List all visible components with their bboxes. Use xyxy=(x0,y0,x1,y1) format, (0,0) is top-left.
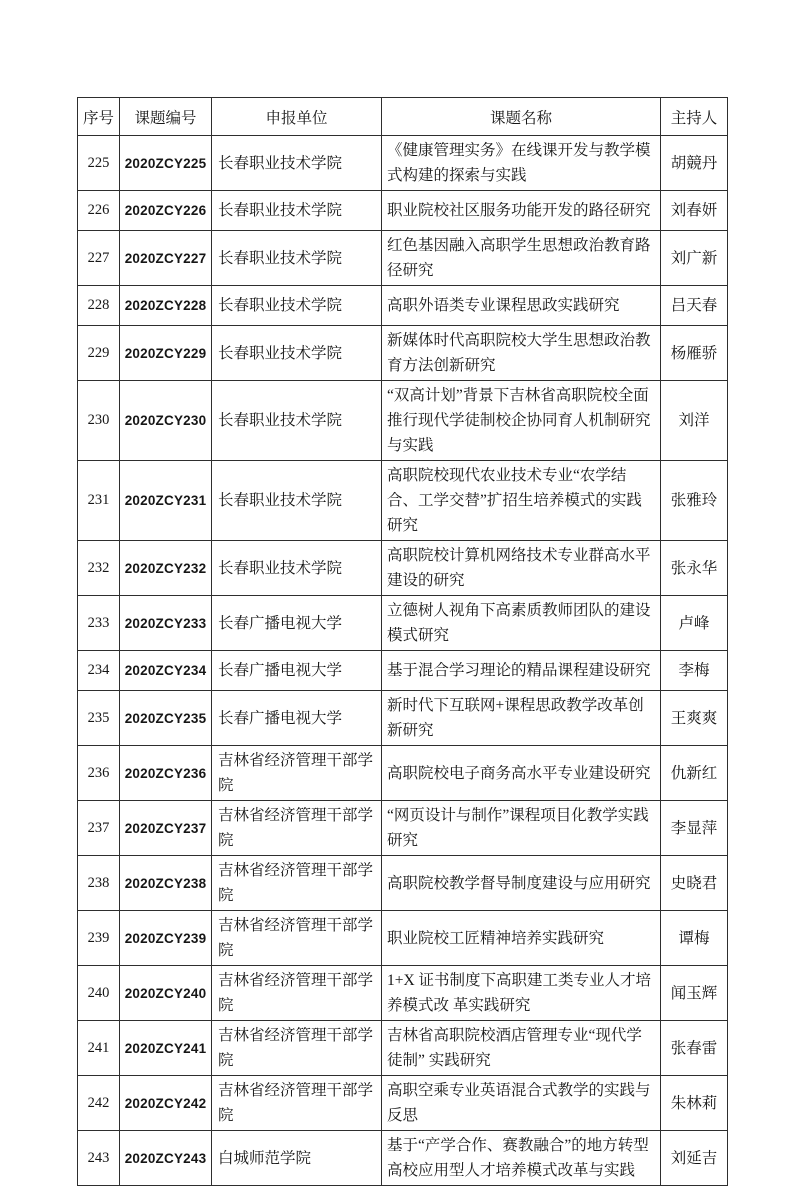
table-row xyxy=(78,191,728,231)
cell-title: 《健康管理实务》在线课开发与教学模式构建的探索与实践 xyxy=(382,136,661,191)
cell-no: 237 xyxy=(78,801,120,856)
column-header-org: 申报单位 xyxy=(212,98,382,136)
cell-leader: 闻玉辉 xyxy=(661,966,728,1021)
cell-no: 228 xyxy=(78,286,120,326)
cell-no: 236 xyxy=(78,746,120,801)
cell-leader: 杨雁骄 xyxy=(661,326,728,381)
cell-title: 红色基因融入高职学生思想政治教育路径研究 xyxy=(382,231,661,286)
cell-no: 243 xyxy=(78,1131,120,1186)
table-row xyxy=(78,461,728,541)
cell-title: 高职院校电子商务高水平专业建设研究 xyxy=(382,746,661,801)
cell-no: 229 xyxy=(78,326,120,381)
table-row xyxy=(78,381,728,461)
cell-code: 2020ZCY225 xyxy=(120,136,212,191)
header-row xyxy=(78,98,728,136)
cell-org: 吉林省经济管理干部学院 xyxy=(212,911,382,966)
table-row xyxy=(78,911,728,966)
cell-code: 2020ZCY226 xyxy=(120,191,212,231)
column-header-leader: 主持人 xyxy=(661,98,728,136)
cell-leader: 刘洋 xyxy=(661,381,728,461)
cell-code: 2020ZCY235 xyxy=(120,691,212,746)
cell-no: 233 xyxy=(78,596,120,651)
cell-title: 基于混合学习理论的精品课程建设研究 xyxy=(382,651,661,691)
cell-title: “网页设计与制作”课程项目化教学实践研究 xyxy=(382,801,661,856)
cell-leader: 张春雷 xyxy=(661,1021,728,1076)
project-list-table xyxy=(77,97,728,1186)
cell-leader: 仇新红 xyxy=(661,746,728,801)
cell-title: 吉林省高职院校酒店管理专业“现代学徒制” 实践研究 xyxy=(382,1021,661,1076)
cell-no: 234 xyxy=(78,651,120,691)
cell-code: 2020ZCY243 xyxy=(120,1131,212,1186)
cell-code: 2020ZCY232 xyxy=(120,541,212,596)
cell-no: 225 xyxy=(78,136,120,191)
cell-code: 2020ZCY228 xyxy=(120,286,212,326)
cell-no: 230 xyxy=(78,381,120,461)
cell-org: 长春职业技术学院 xyxy=(212,191,382,231)
cell-title: 立德树人视角下高素质教师团队的建设模式研究 xyxy=(382,596,661,651)
cell-leader: 张永华 xyxy=(661,541,728,596)
cell-no: 239 xyxy=(78,911,120,966)
cell-no: 238 xyxy=(78,856,120,911)
cell-org: 吉林省经济管理干部学院 xyxy=(212,966,382,1021)
cell-title: 高职院校教学督导制度建设与应用研究 xyxy=(382,856,661,911)
cell-no: 232 xyxy=(78,541,120,596)
cell-leader: 刘延吉 xyxy=(661,1131,728,1186)
cell-org: 长春职业技术学院 xyxy=(212,286,382,326)
cell-code: 2020ZCY239 xyxy=(120,911,212,966)
column-header-title: 课题名称 xyxy=(382,98,661,136)
table-row xyxy=(78,966,728,1021)
cell-code: 2020ZCY236 xyxy=(120,746,212,801)
table-body xyxy=(78,136,728,1186)
cell-leader: 胡競丹 xyxy=(661,136,728,191)
cell-title: 职业院校社区服务功能开发的路径研究 xyxy=(382,191,661,231)
cell-no: 227 xyxy=(78,231,120,286)
column-header-code: 课题编号 xyxy=(120,98,212,136)
cell-leader: 张雅玲 xyxy=(661,461,728,541)
cell-leader: 吕天春 xyxy=(661,286,728,326)
cell-title: 新媒体时代高职院校大学生思想政治教育方法创新研究 xyxy=(382,326,661,381)
cell-no: 241 xyxy=(78,1021,120,1076)
table-row xyxy=(78,596,728,651)
cell-title: 高职空乘专业英语混合式教学的实践与反思 xyxy=(382,1076,661,1131)
cell-org: 长春广播电视大学 xyxy=(212,596,382,651)
cell-leader: 朱林莉 xyxy=(661,1076,728,1131)
cell-leader: 刘广新 xyxy=(661,231,728,286)
cell-code: 2020ZCY229 xyxy=(120,326,212,381)
cell-org: 吉林省经济管理干部学院 xyxy=(212,1076,382,1131)
cell-leader: 卢峰 xyxy=(661,596,728,651)
cell-code: 2020ZCY241 xyxy=(120,1021,212,1076)
cell-no: 240 xyxy=(78,966,120,1021)
cell-leader: 李显萍 xyxy=(661,801,728,856)
cell-no: 226 xyxy=(78,191,120,231)
table-row xyxy=(78,136,728,191)
cell-leader: 王爽爽 xyxy=(661,691,728,746)
cell-leader: 史晓君 xyxy=(661,856,728,911)
cell-org: 长春职业技术学院 xyxy=(212,381,382,461)
cell-org: 长春职业技术学院 xyxy=(212,541,382,596)
cell-code: 2020ZCY238 xyxy=(120,856,212,911)
cell-org: 长春职业技术学院 xyxy=(212,136,382,191)
cell-org: 长春职业技术学院 xyxy=(212,231,382,286)
cell-code: 2020ZCY231 xyxy=(120,461,212,541)
table-row xyxy=(78,1021,728,1076)
table-row xyxy=(78,691,728,746)
table-row xyxy=(78,541,728,596)
cell-org: 吉林省经济管理干部学院 xyxy=(212,801,382,856)
cell-code: 2020ZCY230 xyxy=(120,381,212,461)
table-row xyxy=(78,1076,728,1131)
cell-code: 2020ZCY240 xyxy=(120,966,212,1021)
cell-org: 长春广播电视大学 xyxy=(212,651,382,691)
table-row xyxy=(78,286,728,326)
cell-leader: 李梅 xyxy=(661,651,728,691)
cell-leader: 谭梅 xyxy=(661,911,728,966)
cell-org: 长春职业技术学院 xyxy=(212,461,382,541)
cell-org: 吉林省经济管理干部学院 xyxy=(212,856,382,911)
table-row xyxy=(78,326,728,381)
cell-title: 新时代下互联网+课程思政教学改革创新研究 xyxy=(382,691,661,746)
cell-org: 白城师范学院 xyxy=(212,1131,382,1186)
cell-code: 2020ZCY233 xyxy=(120,596,212,651)
cell-org: 长春职业技术学院 xyxy=(212,326,382,381)
cell-code: 2020ZCY237 xyxy=(120,801,212,856)
cell-code: 2020ZCY242 xyxy=(120,1076,212,1131)
table-row xyxy=(78,1131,728,1186)
cell-code: 2020ZCY227 xyxy=(120,231,212,286)
table-row xyxy=(78,231,728,286)
table-row xyxy=(78,746,728,801)
cell-title: 高职院校现代农业技术专业“农学结合、工学交替”扩招生培养模式的实践研究 xyxy=(382,461,661,541)
cell-title: “双高计划”背景下吉林省高职院校全面推行现代学徒制校企协同育人机制研究与实践 xyxy=(382,381,661,461)
cell-org: 吉林省经济管理干部学院 xyxy=(212,1021,382,1076)
cell-title: 1+X 证书制度下高职建工类专业人才培养模式改 革实践研究 xyxy=(382,966,661,1021)
cell-org: 吉林省经济管理干部学院 xyxy=(212,746,382,801)
cell-title: 高职外语类专业课程思政实践研究 xyxy=(382,286,661,326)
cell-title: 高职院校计算机网络技术专业群高水平建设的研究 xyxy=(382,541,661,596)
cell-no: 231 xyxy=(78,461,120,541)
table-row xyxy=(78,856,728,911)
table-row xyxy=(78,651,728,691)
cell-title: 职业院校工匠精神培养实践研究 xyxy=(382,911,661,966)
cell-no: 235 xyxy=(78,691,120,746)
cell-title: 基于“产学合作、赛教融合”的地方转型高校应用型人才培养模式改革与实践 xyxy=(382,1131,661,1186)
table-row xyxy=(78,801,728,856)
cell-leader: 刘春妍 xyxy=(661,191,728,231)
cell-no: 242 xyxy=(78,1076,120,1131)
cell-org: 长春广播电视大学 xyxy=(212,691,382,746)
cell-code: 2020ZCY234 xyxy=(120,651,212,691)
column-header-no: 序号 xyxy=(78,98,120,136)
